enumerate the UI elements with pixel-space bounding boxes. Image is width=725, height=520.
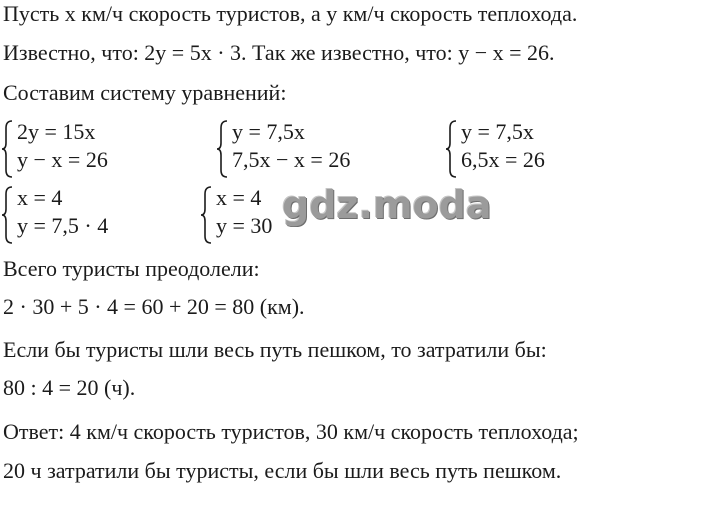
system-1-equation-2: y − x = 26: [17, 147, 108, 172]
total-distance-calculation: 2 · 30 + 5 · 4 = 60 + 20 = 80 (км).: [3, 294, 305, 319]
brace-icon: [1, 185, 15, 245]
walking-time-heading: Если бы туристы шли весь путь пешком, то затратили бы:: [3, 337, 547, 362]
intro-variables-line: Пусть x км/ч скорость туристов, а y км/ч скорость теплохода.: [3, 1, 578, 26]
system-4-equation-1: x = 4: [17, 185, 63, 210]
answer-line-1: Ответ: 4 км/ч скорость туристов, 30 км/ч скорость теплохода;: [3, 419, 579, 444]
compose-system-line: Составим систему уравнений:: [3, 80, 287, 105]
watermark-logo: gdz.moda: [282, 183, 492, 227]
walking-time-calculation: 80 : 4 = 20 (ч).: [3, 375, 136, 400]
system-1-equation-1: 2y = 15x: [17, 119, 96, 144]
system-3-equation-1: y = 7,5x: [461, 119, 534, 144]
system-3-equation-2: 6,5x = 26: [461, 147, 545, 172]
system-5-equation-1: x = 4: [216, 185, 262, 210]
system-5-equation-2: y = 30: [216, 213, 273, 238]
total-distance-heading: Всего туристы преодолели:: [3, 256, 260, 281]
system-2-equation-2: 7,5x − x = 26: [232, 147, 351, 172]
answer-line-2: 20 ч затратили бы туристы, если бы шли весь путь пешком.: [3, 458, 562, 483]
known-conditions-line: Известно, что: 2y = 5x · 3. Так же известно, что: y − x = 26.: [3, 40, 555, 65]
system-4-equation-2: y = 7,5 · 4: [17, 213, 109, 238]
brace-icon: [216, 119, 230, 179]
brace-icon: [445, 119, 459, 179]
system-2-equation-1: y = 7,5x: [232, 119, 305, 144]
brace-icon: [1, 119, 15, 179]
brace-icon: [200, 185, 214, 245]
